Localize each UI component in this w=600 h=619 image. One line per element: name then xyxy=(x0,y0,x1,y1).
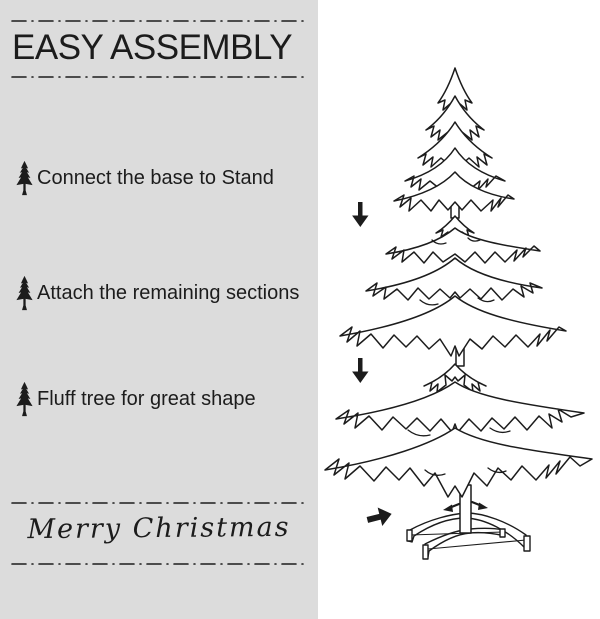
step-label: Fluff tree for great shape xyxy=(37,388,256,410)
pine-tree-icon xyxy=(15,159,34,197)
step-label: Attach the remaining sections xyxy=(37,282,300,304)
dashed-divider-bottom xyxy=(9,561,309,567)
dashed-divider-under-title xyxy=(9,74,309,80)
poster-title: EASY ASSEMBLY xyxy=(12,28,293,67)
dashed-divider-above-greeting xyxy=(9,500,309,506)
step-label: Connect the base to Stand xyxy=(37,167,274,189)
christmas-tree-assembly-diagram xyxy=(318,0,600,619)
dashed-divider-top xyxy=(9,18,309,24)
pine-tree-icon xyxy=(15,380,34,418)
down-arrow-icon xyxy=(352,202,368,227)
assembly-step-2 xyxy=(15,272,299,314)
assembly-step-3 xyxy=(15,378,256,420)
greeting-text: Merry Christmas xyxy=(27,511,291,546)
down-arrow-icon xyxy=(352,358,368,383)
tree-bottom-section xyxy=(325,364,592,533)
right-arrow-icon xyxy=(365,505,394,529)
tree-top-section xyxy=(394,68,514,218)
tree-middle-section xyxy=(340,216,566,366)
assembly-step-1 xyxy=(15,157,274,199)
illustration-area xyxy=(318,0,600,619)
pine-tree-icon xyxy=(15,274,34,312)
